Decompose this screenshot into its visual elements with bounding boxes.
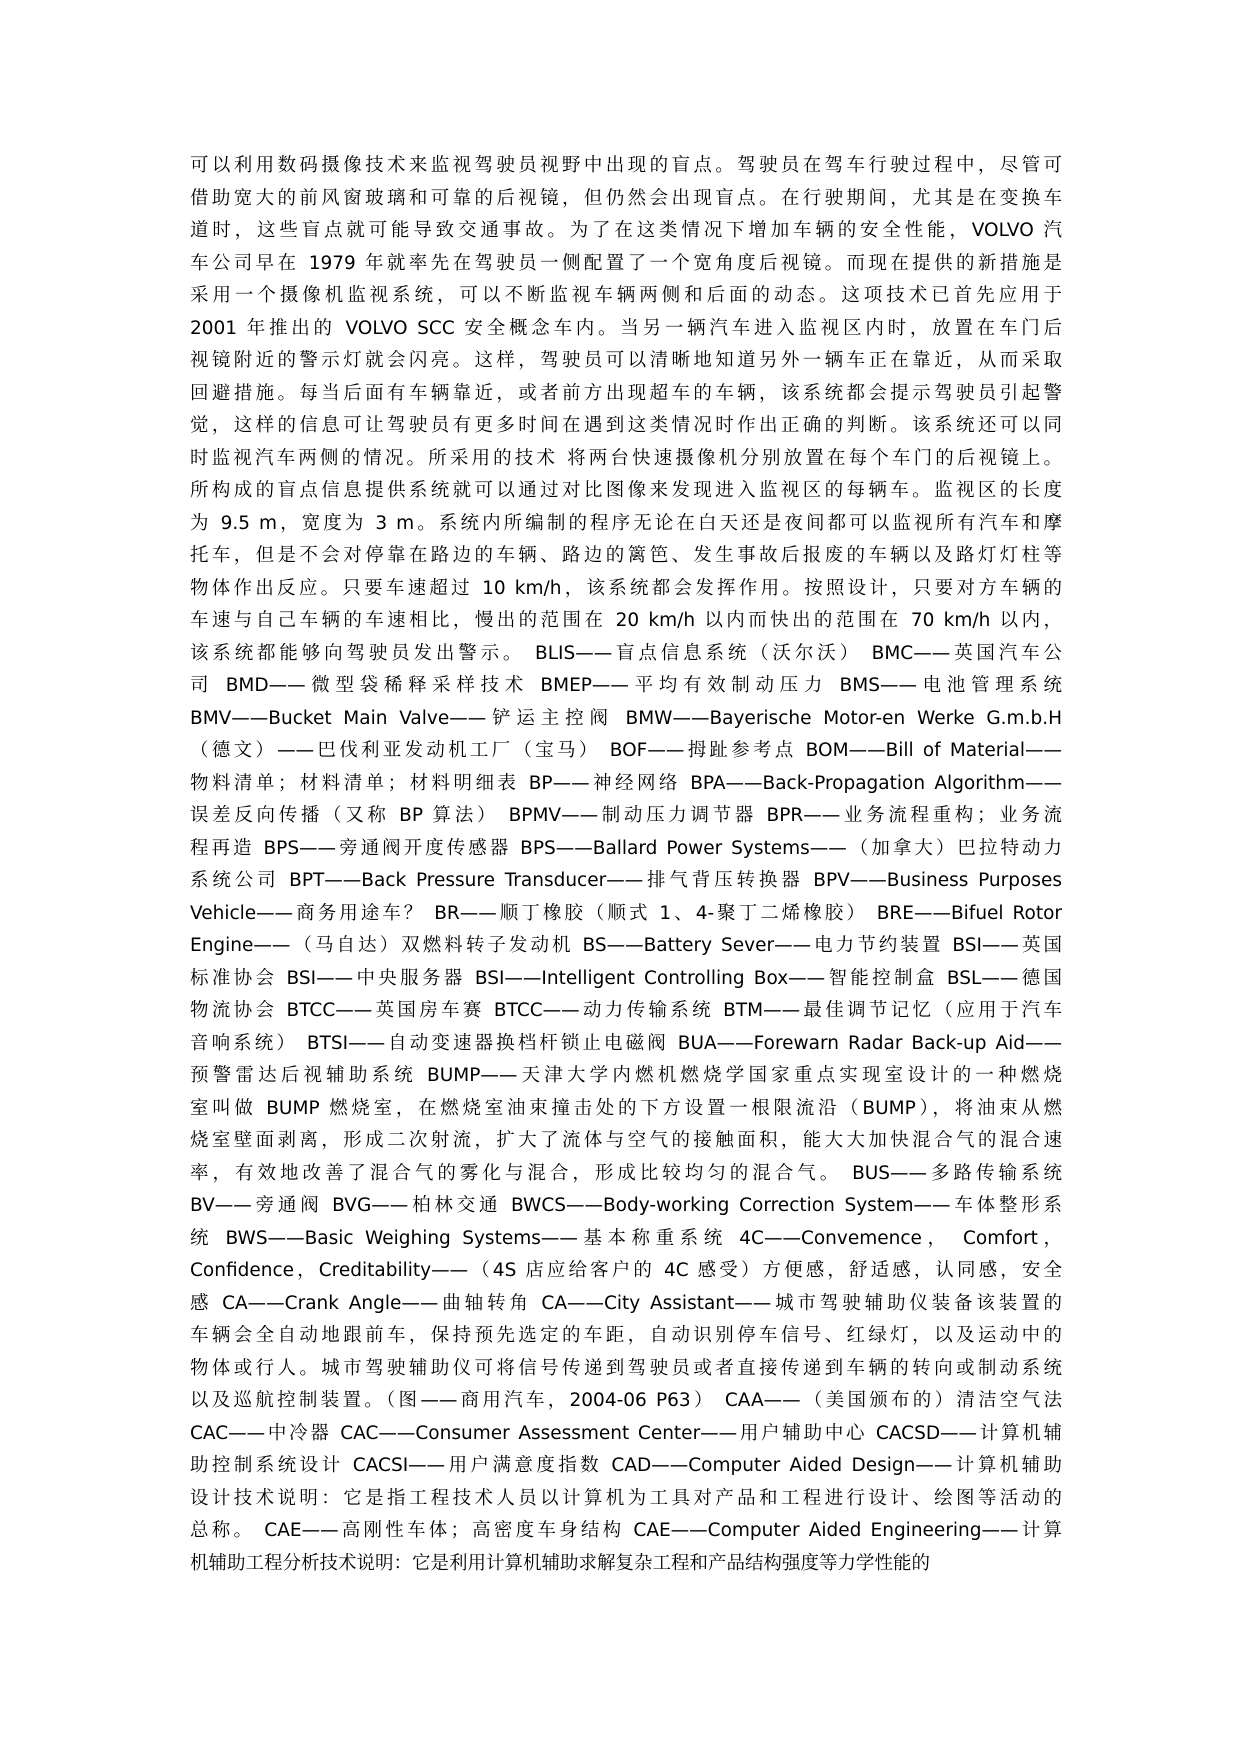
text-line: 物体或行人。城市驾驶辅助仪可将信号传递到驾驶员或者直接传递到车辆的转向或制动系统 [190, 1357, 1062, 1379]
text-line: 所构成的盲点信息提供系统就可以通过对比图像来发现进入监视区的每辆车。监视区的长度 [190, 480, 1062, 501]
text-line: 标准协会 BSI——中央服务器 BSI——Intelligent Controlling Box——智能控制盒 BSL——德国 [190, 967, 1062, 989]
text-line: 物料清单；材料清单；材料明细表 BP——神经网络 BPA——Back-Propagation Algorithm—— [190, 772, 1062, 794]
text-line: BV——旁通阀 BVG——柏林交通 BWCS——Body-working Correction System——车体整形系 [190, 1195, 1062, 1216]
text-line: 采用一个摄像机监视系统，可以不断监视车辆两侧和后面的动态。这项技术已首先应用于 [190, 285, 1062, 306]
text-line: BMV——Bucket Main Valve——铲运主控阀 BMW——Bayerische Motor-en Werke G.m.b.H [190, 707, 1062, 729]
text-line: 回避措施。每当后面有车辆靠近，或者前方出现超车的车辆，该系统都会提示驾驶员引起警 [190, 382, 1062, 404]
text-line: 物流协会 BTCC——英国房车赛 BTCC——动力传输系统 BTM——最佳调节记忆（应用于汽车 [190, 1000, 1062, 1021]
text-line: 车公司早在 1979 年就率先在驾驶员一侧配置了一个宽角度后视镜。而现在提供的新措施是 [190, 252, 1062, 274]
text-line: 统 BWS——Basic Weighing Systems——基本称重系统 4C——Convemence， Comfort， [190, 1227, 1062, 1249]
text-line: 物体作出反应。只要车速超过 10 km/h，该系统都会发挥作用。按照设计，只要对方车辆的 [190, 577, 1062, 599]
text-line: 觉，这样的信息可让驾驶员有更多时间在遇到这类情况时作出正确的判断。该系统还可以同 [190, 415, 1062, 436]
text-line: 道时，这些盲点就可能导致交通事故。为了在这类情况下增加车辆的安全性能，VOLVO 汽 [190, 220, 1062, 241]
text-line: 车辆会全自动地跟前车，保持预先选定的车距，自动识别停车信号、红绿灯，以及运动中的 [190, 1325, 1062, 1346]
text-line: 室叫做 BUMP 燃烧室，在燃烧室油束撞击处的下方设置一根限流沿（BUMP），将油束从燃 [190, 1097, 1062, 1119]
text-line: 感 CA——Crank Angle——曲轴转角 CA——City Assistant——城市驾驶辅助仪装备该装置的 [190, 1292, 1062, 1314]
text-line: CAC——中冷器 CAC——Consumer Assessment Center——用户辅助中心 CACSD——计算机辅 [190, 1422, 1062, 1444]
text-line: 托车，但是不会对停靠在路边的车辆、路边的篱笆、发生事故后报废的车辆以及路灯灯柱等 [190, 545, 1062, 566]
text-line: 可以利用数码摄像技术来监视驾驶员视野中出现的盲点。驾驶员在驾车行驶过程中，尽管可 [190, 155, 1062, 176]
text-line: 设计技术说明：它是指工程技术人员以计算机为工具对产品和工程进行设计、绘图等活动的 [190, 1487, 1062, 1509]
text-line: 总称。 CAE——高刚性车体；高密度车身结构 CAE——Computer Aided Engineering——计算 [190, 1520, 1062, 1541]
text-line: 烧室壁面剥离，形成二次射流，扩大了流体与空气的接触面积，能大大加快混合气的混合速 [190, 1130, 1062, 1151]
body-text [190, 150, 1062, 1580]
text-line: 为 9.5 m，宽度为 3 m。系统内所编制的程序无论在白天还是夜间都可以监视所有汽车和摩 [190, 512, 1062, 534]
text-line: Vehicle——商务用途车？ BR——顺丁橡胶（顺式 1、4-聚丁二烯橡胶） BRE——Bifuel Rotor [190, 902, 1062, 924]
text-line: 车速与自己车辆的车速相比，慢出的范围在 20 km/h 以内而快出的范围在 70 km/h 以内， [190, 610, 1062, 631]
text-line: 时监视汽车两侧的情况。所采用的技术 将两台快速摄像机分别放置在每个车门的后视镜上。 [190, 447, 1062, 469]
text-line: 2001 年推出的 VOLVO SCC 安全概念车内。当另一辆汽车进入监视区内时，放置在车门后 [190, 317, 1062, 339]
text-line: 音响系统） BTSI——自动变速器换档杆锁止电磁阀 BUA——Forewarn Radar Back-up Aid—— [190, 1032, 1062, 1054]
text-line: 助控制系统设计 CACSI——用户满意度指数 CAD——Computer Aided Design——计算机辅助 [190, 1455, 1062, 1476]
text-line: 误差反向传播（又称 BP 算法） BPMV——制动压力调节器 BPR——业务流程重构；业务流 [190, 805, 1062, 826]
text-line: Engine——（马自达）双燃料转子发动机 BS——Battery Sever——电力节约装置 BSI——英国 [190, 935, 1062, 956]
text-line: 司 BMD——微型袋稀释采样技术 BMEP——平均有效制动压力 BMS——电池管理系统 [190, 675, 1062, 696]
text-line: 系统公司 BPT——Back Pressure Transducer——排气背压转换器 BPV——Business Purposes [190, 870, 1062, 891]
text-line: 程再造 BPS——旁通阀开度传感器 BPS——Ballard Power Systems——（加拿大）巴拉特动力 [190, 837, 1062, 859]
text-line: 该系统都能够向驾驶员发出警示。 BLIS——盲点信息系统（沃尔沃） BMC——英国汽车公 [190, 642, 1062, 664]
text-line: 以及巡航控制装置。（图——商用汽车，2004-06 P63） CAA——（美国颁布的）清洁空气法 [190, 1390, 1062, 1411]
text-line: 预警雷达后视辅助系统 BUMP——天津大学内燃机燃烧学国家重点实现室设计的一种燃烧 [190, 1065, 1062, 1086]
text-line: 机辅助工程分析技术说明：它是利用计算机辅助求解复杂工程和产品结构强度等力学性能的 [190, 1552, 931, 1574]
text-line: 率，有效地改善了混合气的雾化与混合，形成比较均匀的混合气。 BUS——多路传输系统 [190, 1162, 1062, 1184]
text-line: 借助宽大的前风窗玻璃和可靠的后视镜，但仍然会出现盲点。在行驶期间，尤其是在变换车 [190, 187, 1062, 209]
text-line: 视镜附近的警示灯就会闪亮。这样，驾驶员可以清晰地知道另外一辆车正在靠近，从而采取 [190, 350, 1062, 371]
text-line: Confidence，Creditability——（4S 店应给客户的 4C 感受）方便感，舒适感，认同感，安全 [190, 1260, 1062, 1281]
text-line: （德文）——巴伐利亚发动机工厂（宝马） BOF——拇趾参考点 BOM——Bill of Material—— [190, 740, 1062, 761]
